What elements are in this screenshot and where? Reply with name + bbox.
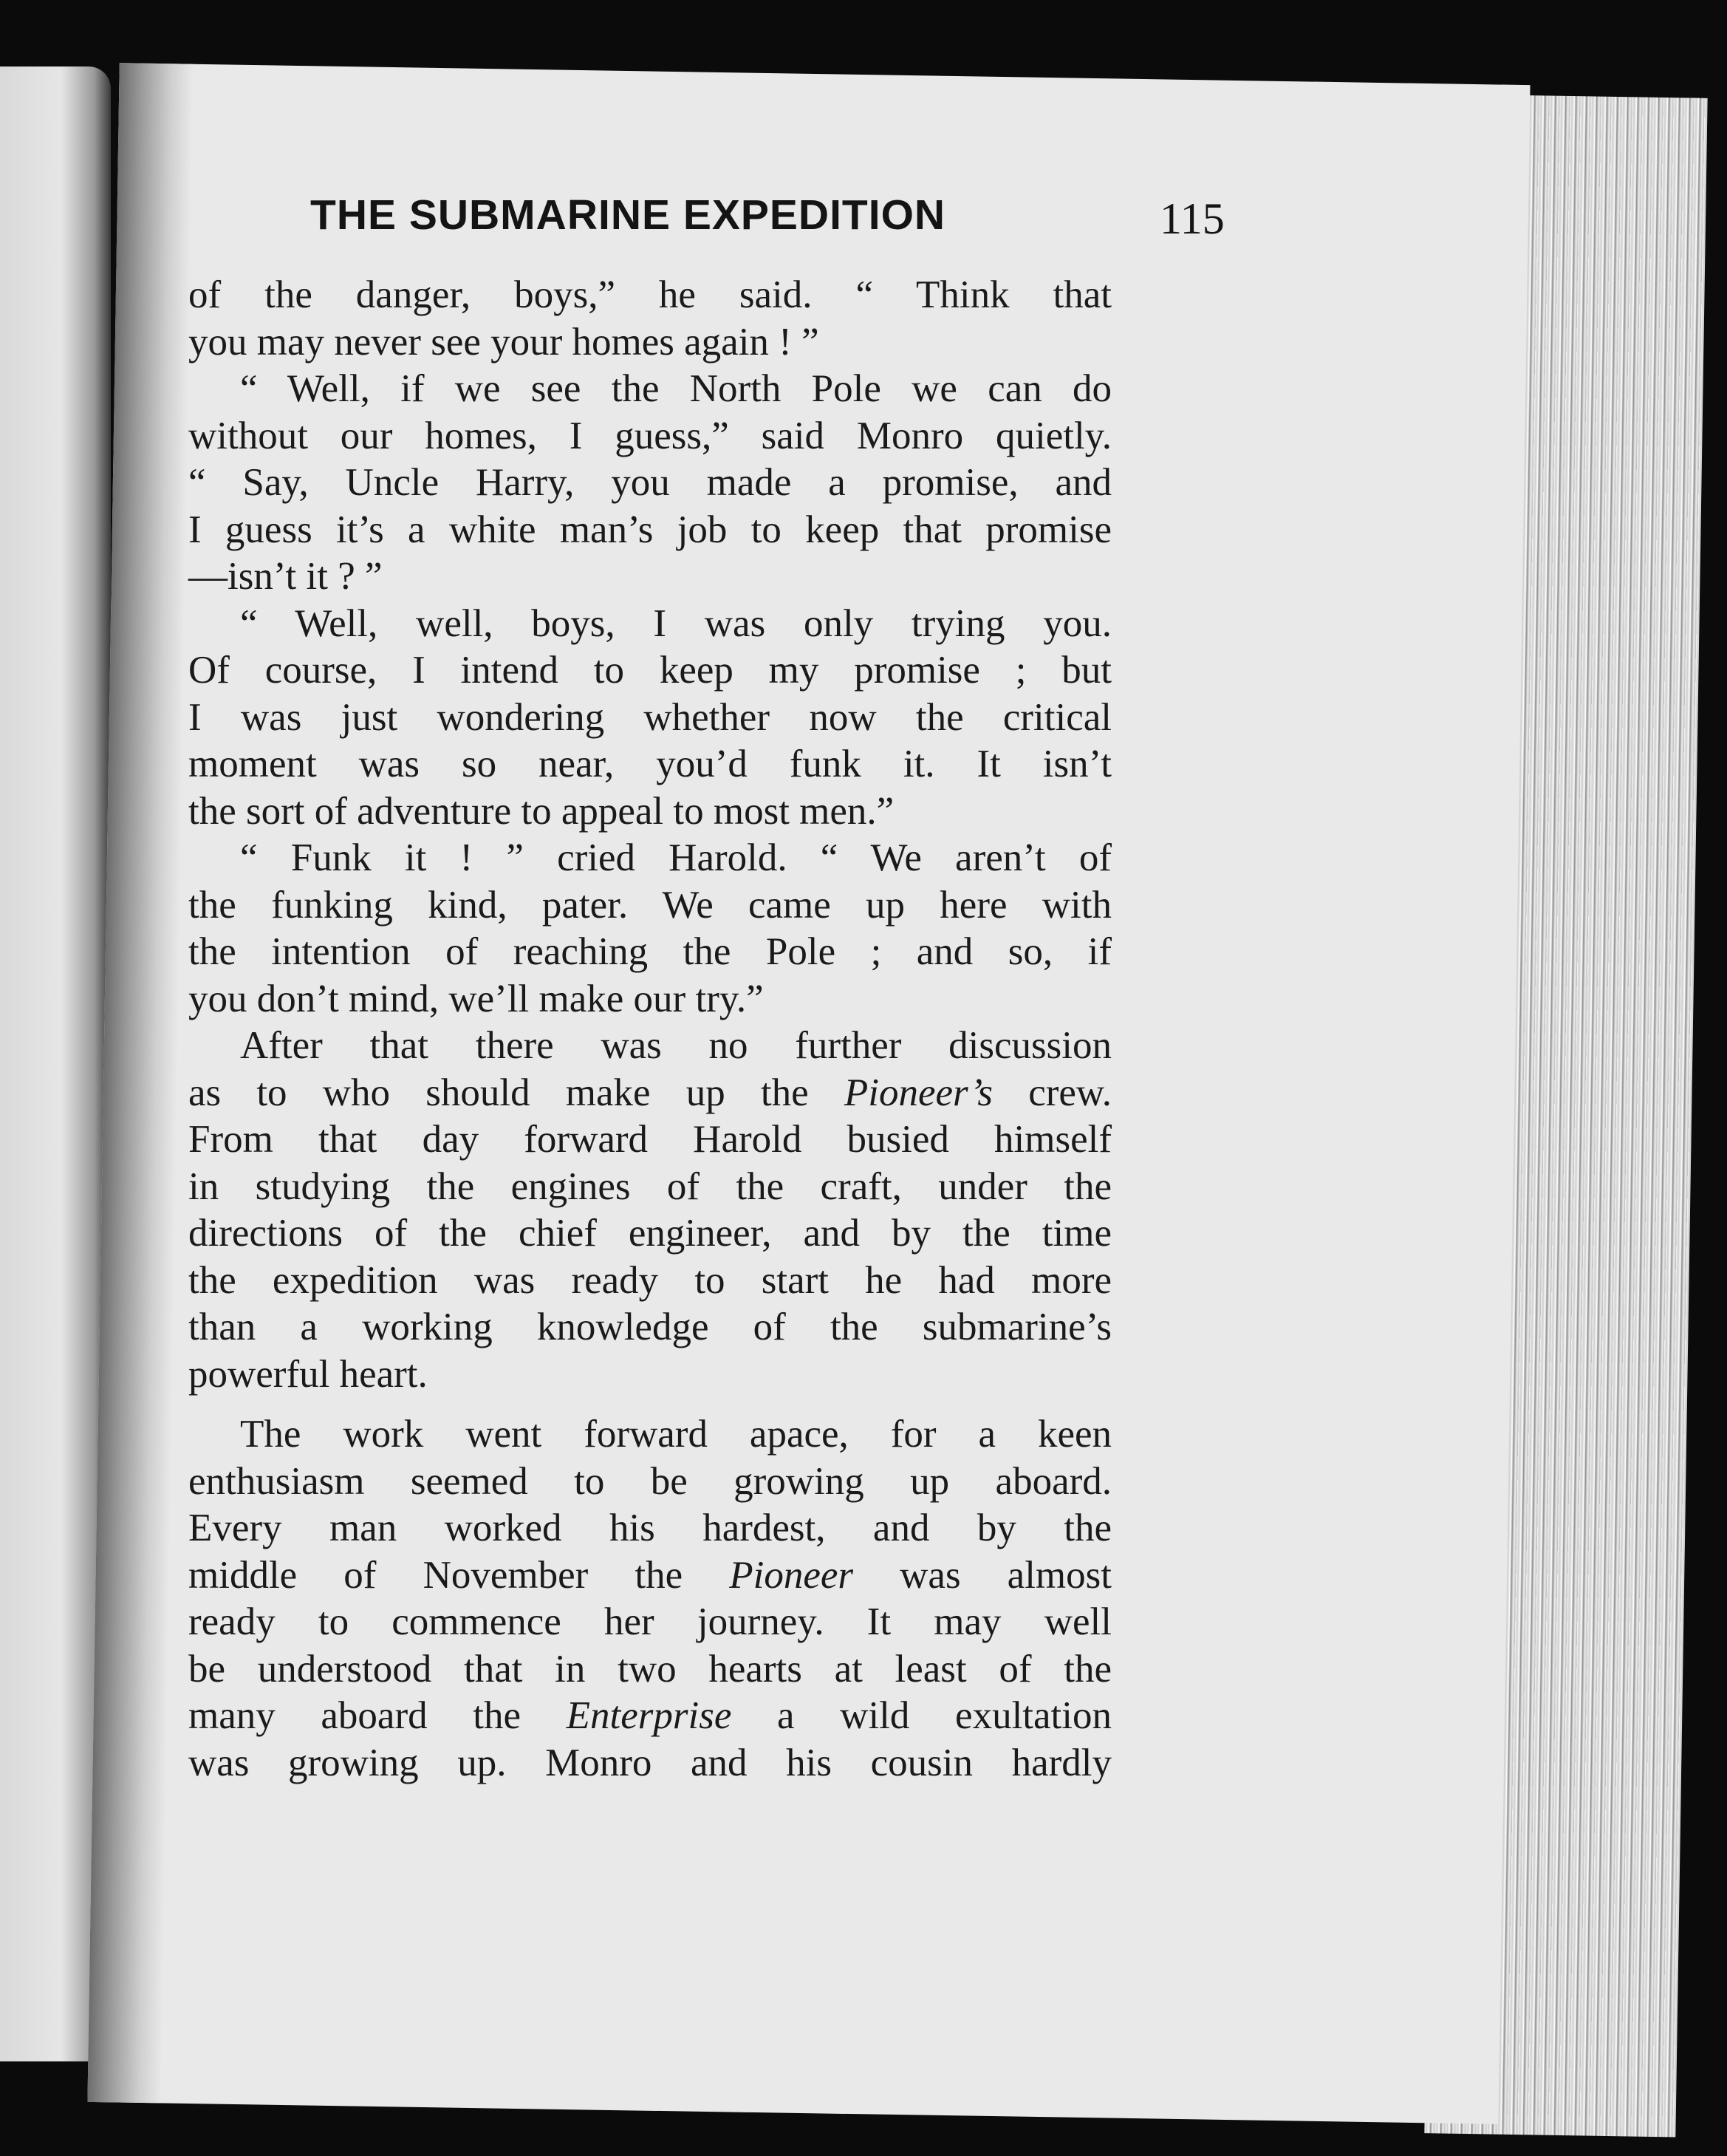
text-line: “ Well, if we see the North Pole we can do xyxy=(240,367,1112,410)
body-text xyxy=(188,272,1112,1787)
text-line: —isn’t it ? ” xyxy=(188,555,383,598)
text-line: many aboard the Enterprise a wild exultation xyxy=(188,1694,1112,1737)
text-line: directions of the chief engineer, and by the time xyxy=(188,1212,1112,1255)
text-line: the sort of adventure to appeal to most men.” xyxy=(188,789,895,833)
text-line: you may never see your homes again ! ” xyxy=(188,320,819,364)
text-line: middle of November the Pioneer was almost xyxy=(188,1553,1112,1597)
text-line: I guess it’s a white man’s job to keep that promise xyxy=(188,508,1112,551)
text-line: “ Say, Uncle Harry, you made a promise, and xyxy=(188,461,1112,504)
text-line: The work went forward apace, for a keen xyxy=(240,1413,1112,1456)
ship-name: Enterprise xyxy=(566,1694,732,1737)
text-line: Of course, I intend to keep my promise ; but xyxy=(188,649,1112,692)
text-line: Every man worked his hardest, and by the xyxy=(188,1507,1112,1549)
text-line: was growing up. Monro and his cousin hardly xyxy=(188,1741,1112,1784)
text-line: the funking kind, pater. We came up here with xyxy=(188,883,1112,927)
text-line: enthusiasm seemed to be growing up aboard. xyxy=(188,1459,1112,1503)
text-line: I was just wondering whether now the critical xyxy=(188,695,1112,739)
text-line: moment was so near, you’d funk it. It isn’t xyxy=(188,743,1112,785)
text-line: powerful heart. xyxy=(188,1352,428,1396)
text-line: From that day forward Harold busied himself xyxy=(188,1118,1112,1161)
paragraph-gap xyxy=(188,1398,1112,1411)
ship-name: Pioneer’s xyxy=(844,1071,994,1114)
text-line: the expedition was ready to start he had more xyxy=(188,1258,1112,1302)
text-line: than a working knowledge of the submarine’s xyxy=(188,1306,1112,1348)
text-line: ready to commence her journey. It may well xyxy=(188,1600,1112,1643)
text-line: as to who should make up the Pioneer’s crew. xyxy=(188,1071,1112,1114)
page-number: 115 xyxy=(1160,194,1225,243)
text-line: “ Funk it ! ” cried Harold. “ We aren’t of xyxy=(240,836,1112,879)
text-line: without our homes, I guess,” said Monro quietly. xyxy=(188,414,1112,457)
text-line: the intention of reaching the Pole ; and so, if xyxy=(188,930,1112,973)
text-line: of the danger, boys,” he said. “ Think that xyxy=(188,273,1112,316)
ship-name: Pioneer xyxy=(729,1553,854,1597)
text-line: in studying the engines of the craft, under the xyxy=(188,1164,1112,1208)
running-head-title: THE SUBMARINE EXPEDITION xyxy=(310,191,946,239)
text-line: “ Well, well, boys, I was only trying you. xyxy=(240,601,1112,645)
text-line: you don’t mind, we’ll make our try.” xyxy=(188,977,764,1020)
text-line: After that there was no further discussion xyxy=(240,1024,1112,1067)
text-line: be understood that in two hearts at least of the xyxy=(188,1647,1112,1691)
